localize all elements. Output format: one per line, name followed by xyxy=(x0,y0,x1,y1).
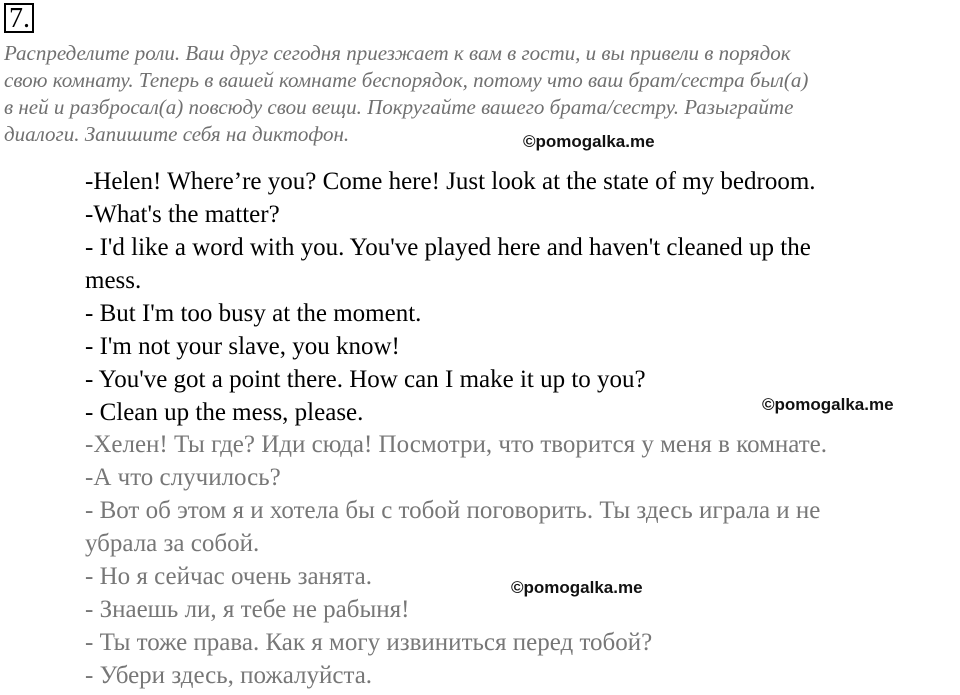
watermark: ©pomogalka.me xyxy=(523,132,655,151)
instruction-line: Распределите роли. Ваш друг сегодня приезжает к вам в гости, и вы привели в порядок xyxy=(4,41,791,65)
dialogue-english xyxy=(85,165,955,429)
dialogue-line: - Но я сейчас очень занята. xyxy=(85,563,372,590)
dialogue-line: - You've got a point there. How can I make it up to you? xyxy=(85,366,646,393)
watermark: ©pomogalka.me xyxy=(511,578,643,597)
instruction-line: в ней и разбросал(а) повсюду свои вещи. Покругайте вашего брата/сестру. Разыграйте xyxy=(4,95,794,119)
dialogue-russian xyxy=(85,428,955,692)
exercise-instructions xyxy=(4,40,954,148)
dialogue-line: - I'd like a word with you. You've played here and haven't cleaned up the xyxy=(85,234,811,261)
instruction-line: диалоги. Запишите себя на диктофон. xyxy=(4,122,350,146)
dialogue-line: - Ты тоже права. Как я могу извиниться перед тобой? xyxy=(85,629,653,656)
dialogue-line: -What's the matter? xyxy=(85,201,280,228)
dialogue-line: - I'm not your slave, you know! xyxy=(85,333,400,360)
dialogue-line: убрала за собой. xyxy=(85,530,260,557)
dialogue-line: - Убери здесь, пожалуйста. xyxy=(85,662,373,689)
dialogue-line: -Helen! Where’re you? Come here! Just look at the state of my bedroom. xyxy=(85,168,816,195)
dialogue-line: -Хелен! Ты где? Иди сюда! Посмотри, что творится у меня в комнате. xyxy=(85,431,828,458)
dialogue-line: -А что случилось? xyxy=(85,464,281,491)
watermark: ©pomogalka.me xyxy=(762,395,894,414)
dialogue-line: - But I'm too busy at the moment. xyxy=(85,300,422,327)
dialogue-line: - Знаешь ли, я тебе не рабыня! xyxy=(85,596,410,623)
dialogue-line: mess. xyxy=(85,267,142,294)
dialogue-line: - Вот об этом я и хотела бы с тобой поговорить. Ты здесь играла и не xyxy=(85,497,821,524)
dialogue-line: - Clean up the mess, please. xyxy=(85,399,364,426)
instruction-line: свою комнату. Теперь в вашей комнате беспорядок, потому что ваш брат/сестра был(а) xyxy=(4,68,809,92)
exercise-number: 7. xyxy=(4,3,34,33)
